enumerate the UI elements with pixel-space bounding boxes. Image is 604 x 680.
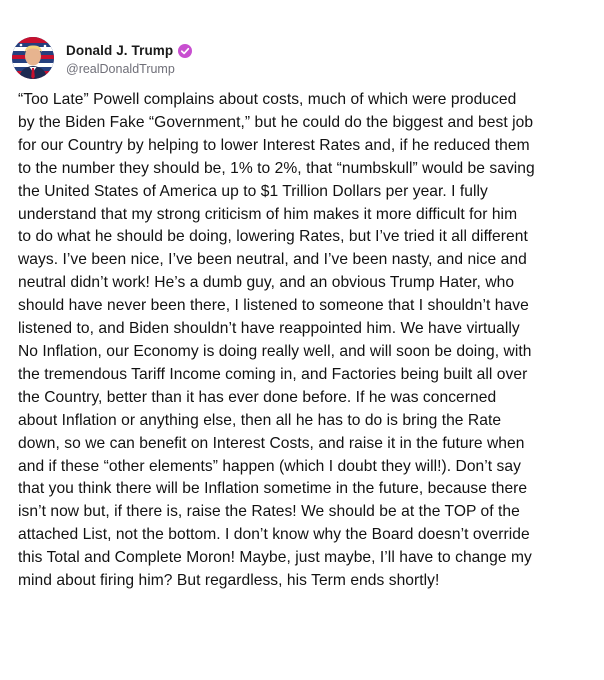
post-header xyxy=(12,34,192,82)
post-body-line: to do what he should be doing, lowering Rates, but I’ve tried it all different xyxy=(18,228,528,246)
post-body-line: about Inflation or anything else, then all he has to do is bring the Rate xyxy=(18,411,502,429)
verified-badge-icon xyxy=(178,44,192,58)
post-body xyxy=(18,89,590,593)
post-body-line: mind about firing him? But regardless, his Term ends shortly! xyxy=(18,572,440,590)
post-body-line: ways. I’ve been nice, I’ve been neutral, and I’ve been nasty, and nice and xyxy=(18,251,527,269)
post-body-line: should have never been there, I listened to someone that I shouldn’t have xyxy=(18,297,529,315)
avatar[interactable] xyxy=(12,37,54,79)
name-row xyxy=(66,41,192,61)
author-identity xyxy=(66,41,192,76)
display-name[interactable]: Donald J. Trump xyxy=(66,43,174,58)
post-body-line: the Country, better than it has ever done before. If he was concerned xyxy=(18,388,497,406)
post-body-line: No Inflation, our Economy is doing really well, and will soon be doing, with xyxy=(18,342,532,360)
post-body-line: listened to, and Biden shouldn’t have reappointed him. We have virtually xyxy=(18,320,520,338)
post-body-line: the United States of America up to $1 Trillion Dollars per year. I fully xyxy=(18,182,488,200)
post-body-line: to the number they should be, 1% to 2%, that “numbskull” would be saving xyxy=(18,159,535,177)
post-body-line: isn’t now but, if there is, raise the Rates! We should be at the TOP of the xyxy=(18,503,520,521)
post-body-line: “Too Late” Powell complains about costs, much of which were produced xyxy=(18,91,517,108)
post-body-line: understand that my strong criticism of him makes it more difficult for him xyxy=(18,205,518,223)
post-body-line: by the Biden Fake “Government,” but he could do the biggest and best job xyxy=(18,113,534,131)
post-body-line: neutral didn’t work! He’s a dumb guy, and an obvious Trump Hater, who xyxy=(18,274,515,292)
username-handle[interactable]: @realDonaldTrump xyxy=(66,61,175,76)
post-body-line: the tremendous Tariff Income coming in, and Factories being built all over xyxy=(18,365,528,383)
post-body-line: down, so we can benefit on Interest Costs, and raise it in the future when xyxy=(18,434,525,452)
post-body-line: attached List, not the bottom. I don’t know why the Board doesn’t override xyxy=(18,526,530,544)
post-body-line: and if these “other elements” happen (which I doubt they will!). Don’t say xyxy=(18,457,521,475)
post-body-line: that you think there will be Inflation sometime in the future, because there xyxy=(18,480,528,498)
post-body-line: for our Country by helping to lower Interest Rates and, if he reduced them xyxy=(18,136,530,154)
avatar-image xyxy=(12,37,54,79)
post-body-line: this Total and Complete Moron! Maybe, just maybe, I’ll have to change my xyxy=(18,549,532,567)
